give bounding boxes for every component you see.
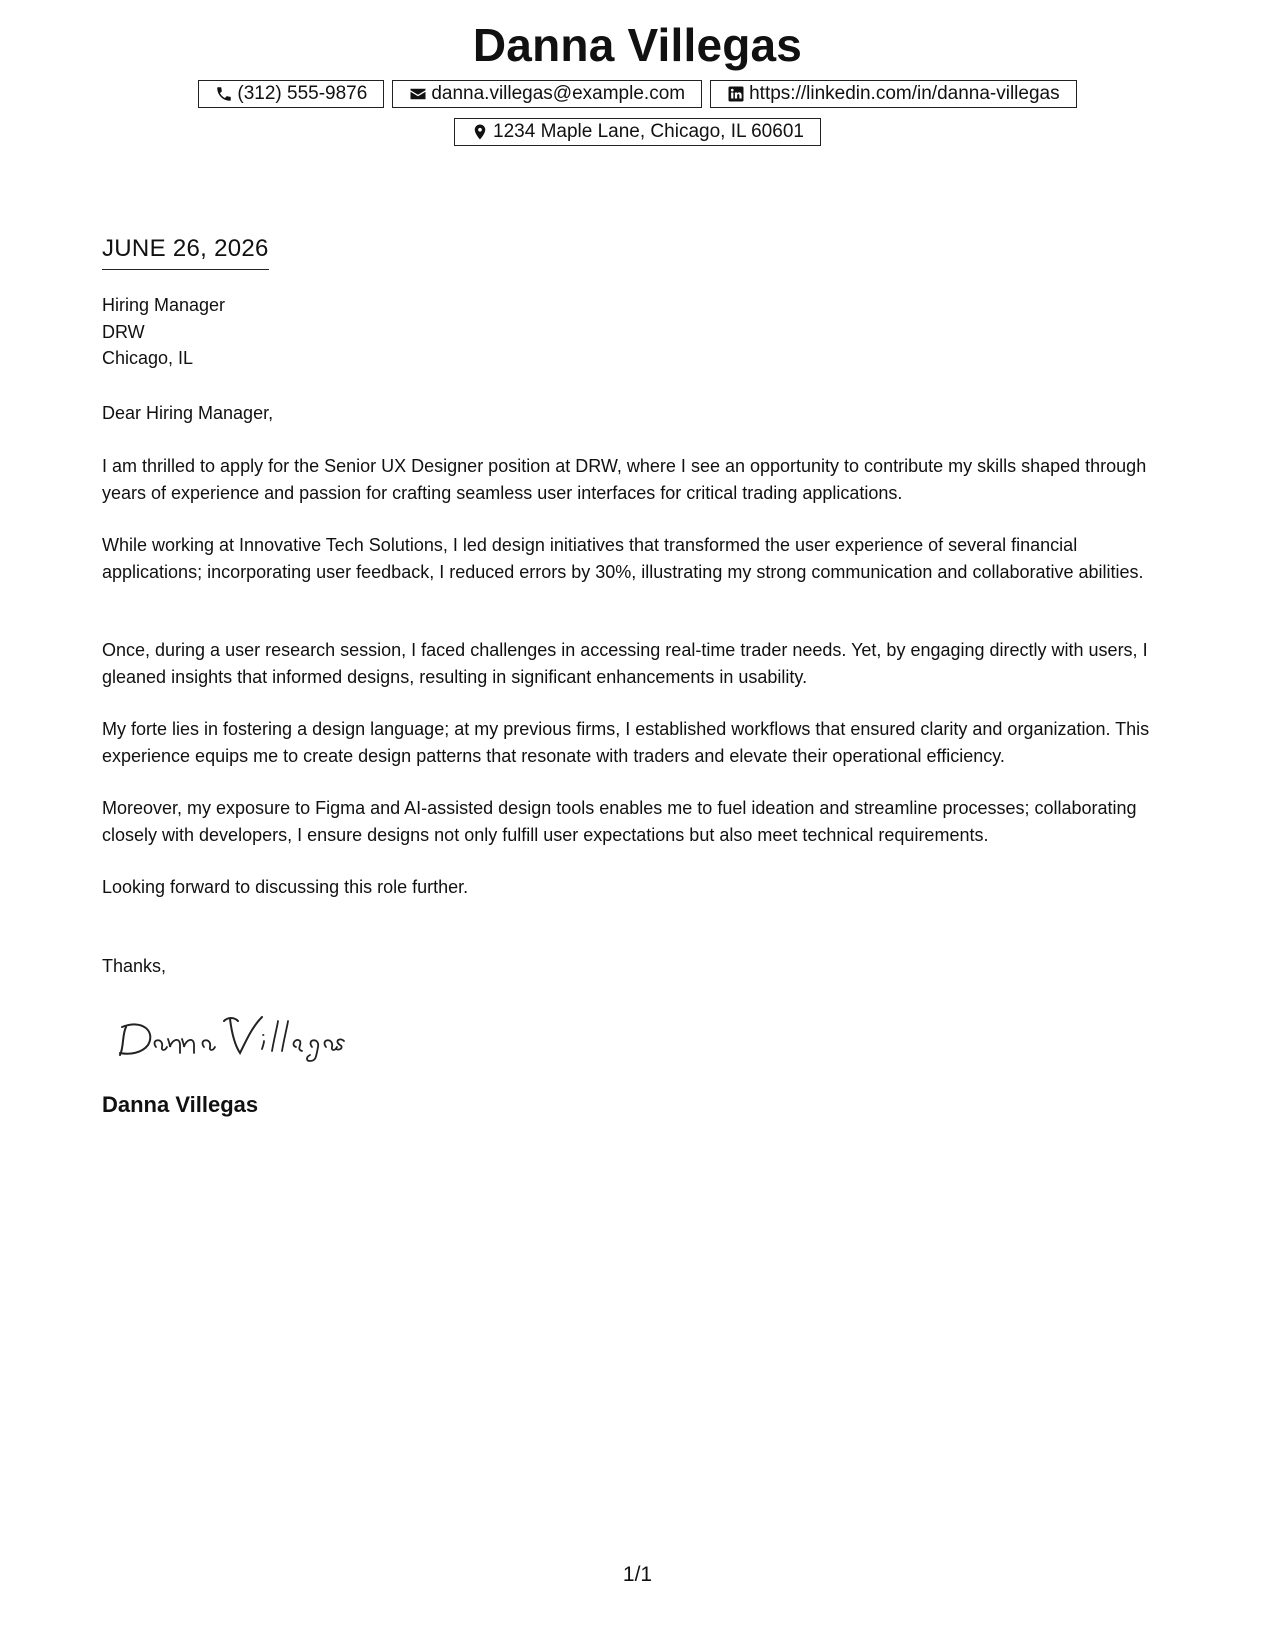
contact-row	[0, 118, 1275, 146]
contact-address-text: 1234 Maple Lane, Chicago, IL 60601	[493, 121, 804, 142]
envelope-icon	[409, 85, 427, 103]
contact-linkedin-text: https://linkedin.com/in/danna-villegas	[749, 83, 1060, 104]
recipient-location: Chicago, IL	[102, 348, 194, 368]
greeting: Dear Hiring Manager,	[102, 403, 274, 423]
recipient-title: Hiring Manager	[102, 295, 226, 315]
contact-address[interactable]	[454, 118, 821, 146]
paragraph: I am thrilled to apply for the Senior UX Designer position at DRW, where I see an opportunity to contribute my skills shaped through years of experience and passion for crafting seamless user interfaces for critical trading applications.	[102, 456, 1147, 503]
paragraph: While working at Innovative Tech Solutions, I led design initiatives that transformed the user experience of several financial applications; incorporating user feedback, I reduced errors by 30%, illustrating my strong communication and collaborative abilities.	[102, 535, 1144, 582]
header-name: Danna Villegas	[472, 19, 803, 71]
page-number: 1/1	[622, 1563, 653, 1586]
contact-email-text: danna.villegas@example.com	[431, 83, 686, 104]
phone-icon	[215, 85, 233, 103]
paragraph: Moreover, my exposure to Figma and AI-assisted design tools enables me to fuel ideation and streamline processes; collaborating closely with developers, I ensure designs not only fulfill user expectations but also meet technical requirements.	[102, 798, 1137, 845]
contact-row	[0, 80, 1275, 108]
recipient-block	[102, 292, 1182, 372]
signature-image	[112, 1005, 352, 1065]
letter-date: JUNE 26, 2026	[102, 235, 269, 270]
recipient-company: DRW	[102, 321, 145, 342]
closing: Thanks,	[102, 956, 167, 976]
contact-phone[interactable]	[198, 80, 384, 108]
paragraph: Looking forward to discussing this role further.	[102, 877, 469, 897]
contact-phone-text: (312) 555-9876	[237, 83, 368, 104]
paragraph: Once, during a user research session, I faced challenges in accessing real-time trader needs. Yet, by engaging directly with users, I gleaned insights that informed designs, resulting in significant enhancements in usability.	[102, 640, 1148, 687]
contact-email[interactable]	[392, 80, 702, 108]
linkedin-icon	[727, 85, 745, 103]
signer-name: Danna Villegas	[102, 1092, 259, 1117]
paragraph: My forte lies in fostering a design language; at my previous firms, I established workflows that ensured clarity and organization. This experience equips me to create design patterns that resonate with traders and elevate their operational efficiency.	[102, 719, 1150, 766]
map-pin-icon	[471, 123, 489, 141]
contact-linkedin[interactable]	[710, 80, 1077, 108]
